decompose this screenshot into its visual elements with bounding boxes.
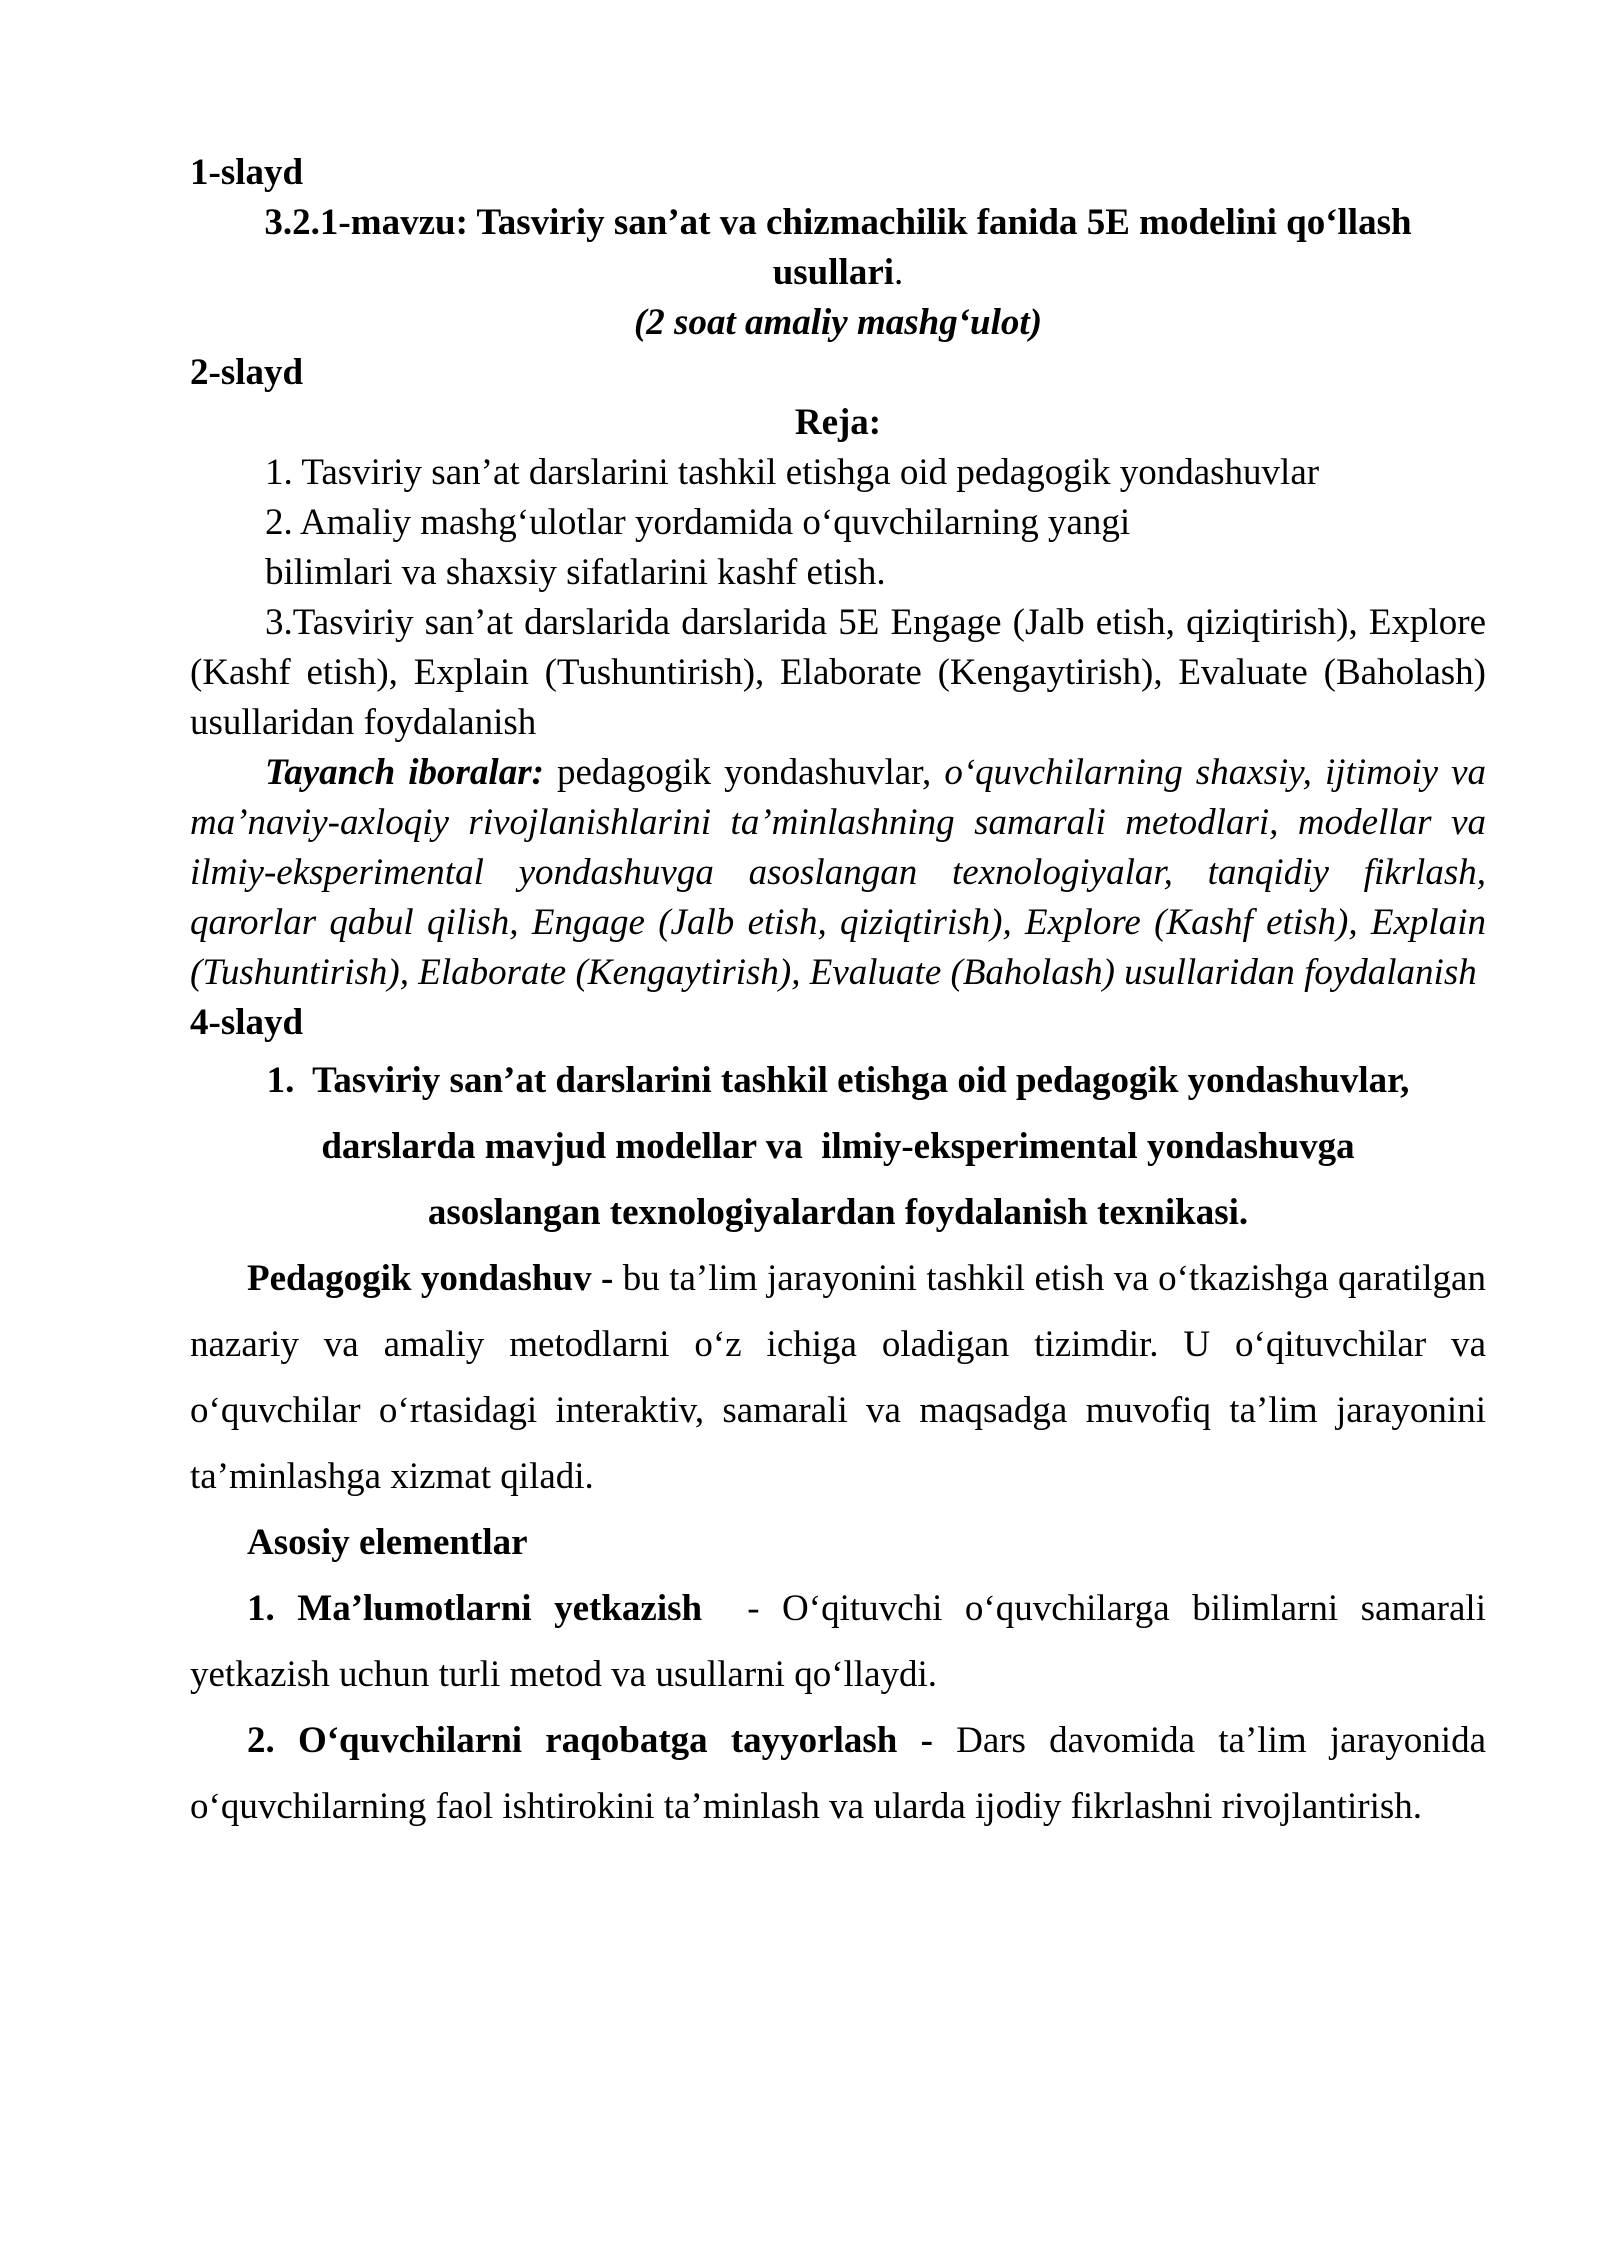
keywords-label: Tayanch iboralar: bbox=[265, 752, 544, 793]
element-2 bbox=[190, 1708, 1486, 1840]
slide1-heading: 1-slayd bbox=[190, 152, 304, 193]
element-1 bbox=[190, 1576, 1486, 1708]
keywords-plain: pedagogik yondashuvlar, bbox=[543, 752, 945, 793]
slide4-subtitle-line3: asoslangan texnologiyalardan foydalanish texnikasi. bbox=[427, 1192, 1249, 1233]
pedagogik-term: Pedagogik yondashuv - bbox=[247, 1258, 614, 1299]
element-2-term: 2. O‘quvchilarni raqobatga tayyorlash - bbox=[247, 1720, 933, 1761]
plan-item-2 bbox=[190, 498, 1486, 598]
slide1-title-line1: 3.2.1-mavzu: Tasviriy san’at va chizmachilik fanida 5E modelini qo‘llash bbox=[264, 202, 1412, 243]
element-1-text: - O‘qituvchi o‘quvchilarga bilimlarni samarali yetkazish uchun turli metod va usullarni qo‘llaydi. bbox=[190, 1588, 1486, 1695]
slide4-subtitle-line1: 1. Tasviriy san’at darslarini tashkil etishga oid pedagogik yondashuvlar, bbox=[266, 1060, 1410, 1101]
keywords-italic: o‘quvchilarning shaxsiy, ijtimoiy va ma’naviy-axloqiy rivojlanishlarini ta’minlashning samarali metodlari, modellar va ilmiy-eksperimental yondashuvga asoslangan texnologiyalar, tanqidiy fikrlash, qarorlar qabul qilish, Engage (Jalb etish, qiziqtirish), Explore (Kashf etish), Explain (Tushuntirish), Elaborate (Kengaytirish), Evaluate (Baholash) usullaridan foydalanish bbox=[190, 752, 1486, 993]
slide1-title-line2: usullari bbox=[772, 252, 895, 293]
element-2-text: Dars davomida ta’lim jarayonida o‘quvchilarning faol ishtirokini ta’minlash va ularda ijodiy fikrlashni rivojlantirish. bbox=[190, 1720, 1486, 1827]
plan-item-2-line2: bilimlari va shaxsiy sifatlarini kashf etish. bbox=[265, 552, 886, 593]
pedagogik-paragraph bbox=[190, 1246, 1486, 1510]
slide4-heading: 4-slayd bbox=[190, 1002, 304, 1043]
plan-item-3: 3.Tasviriy san’at darslarida darslarida 5E Engage (Jalb etish, qiziqtirish), Explore (Kashf etish), Explain (Tushuntirish), Elaborate (Kengaytirish), Evaluate (Baholash) usullaridan foydalanish bbox=[190, 602, 1486, 743]
element-1-term: 1. Ma’lumotlarni yetkazish bbox=[247, 1588, 703, 1629]
plan-item-1: 1. Tasviriy san’at darslarini tashkil etishga oid pedagogik yondashuvlar bbox=[265, 452, 1320, 493]
plan-item-2-line1: 2. Amaliy mashg‘ulotlar yordamida o‘quvchilarning yangi bbox=[265, 502, 1131, 543]
plan-title: Reja: bbox=[794, 402, 882, 443]
slide4-subtitle-line2: darslarda mavjud modellar va ilmiy-eksperimental yondashuvga bbox=[321, 1126, 1355, 1167]
keywords-paragraph bbox=[190, 748, 1486, 998]
slide1-title-period: . bbox=[894, 252, 904, 293]
slide1-subtitle: (2 soat amaliy mashg‘ulot) bbox=[633, 302, 1043, 343]
slide1-title bbox=[190, 198, 1486, 298]
elements-heading: Asosiy elementlar bbox=[247, 1522, 528, 1563]
slide4-subtitle bbox=[190, 1048, 1486, 1246]
pedagogik-definition: bu ta’lim jarayonini tashkil etish va o‘tkazishga qaratilgan nazariy va amaliy metodlarni o‘z ichiga oladigan tizimdir. U o‘qituvchilar va o‘quvchilar o‘rtasidagi interaktiv, samarali va maqsadga muvofiq ta’lim jarayonini ta’minlashga xizmat qiladi. bbox=[190, 1258, 1486, 1497]
slide2-heading: 2-slayd bbox=[190, 352, 304, 393]
